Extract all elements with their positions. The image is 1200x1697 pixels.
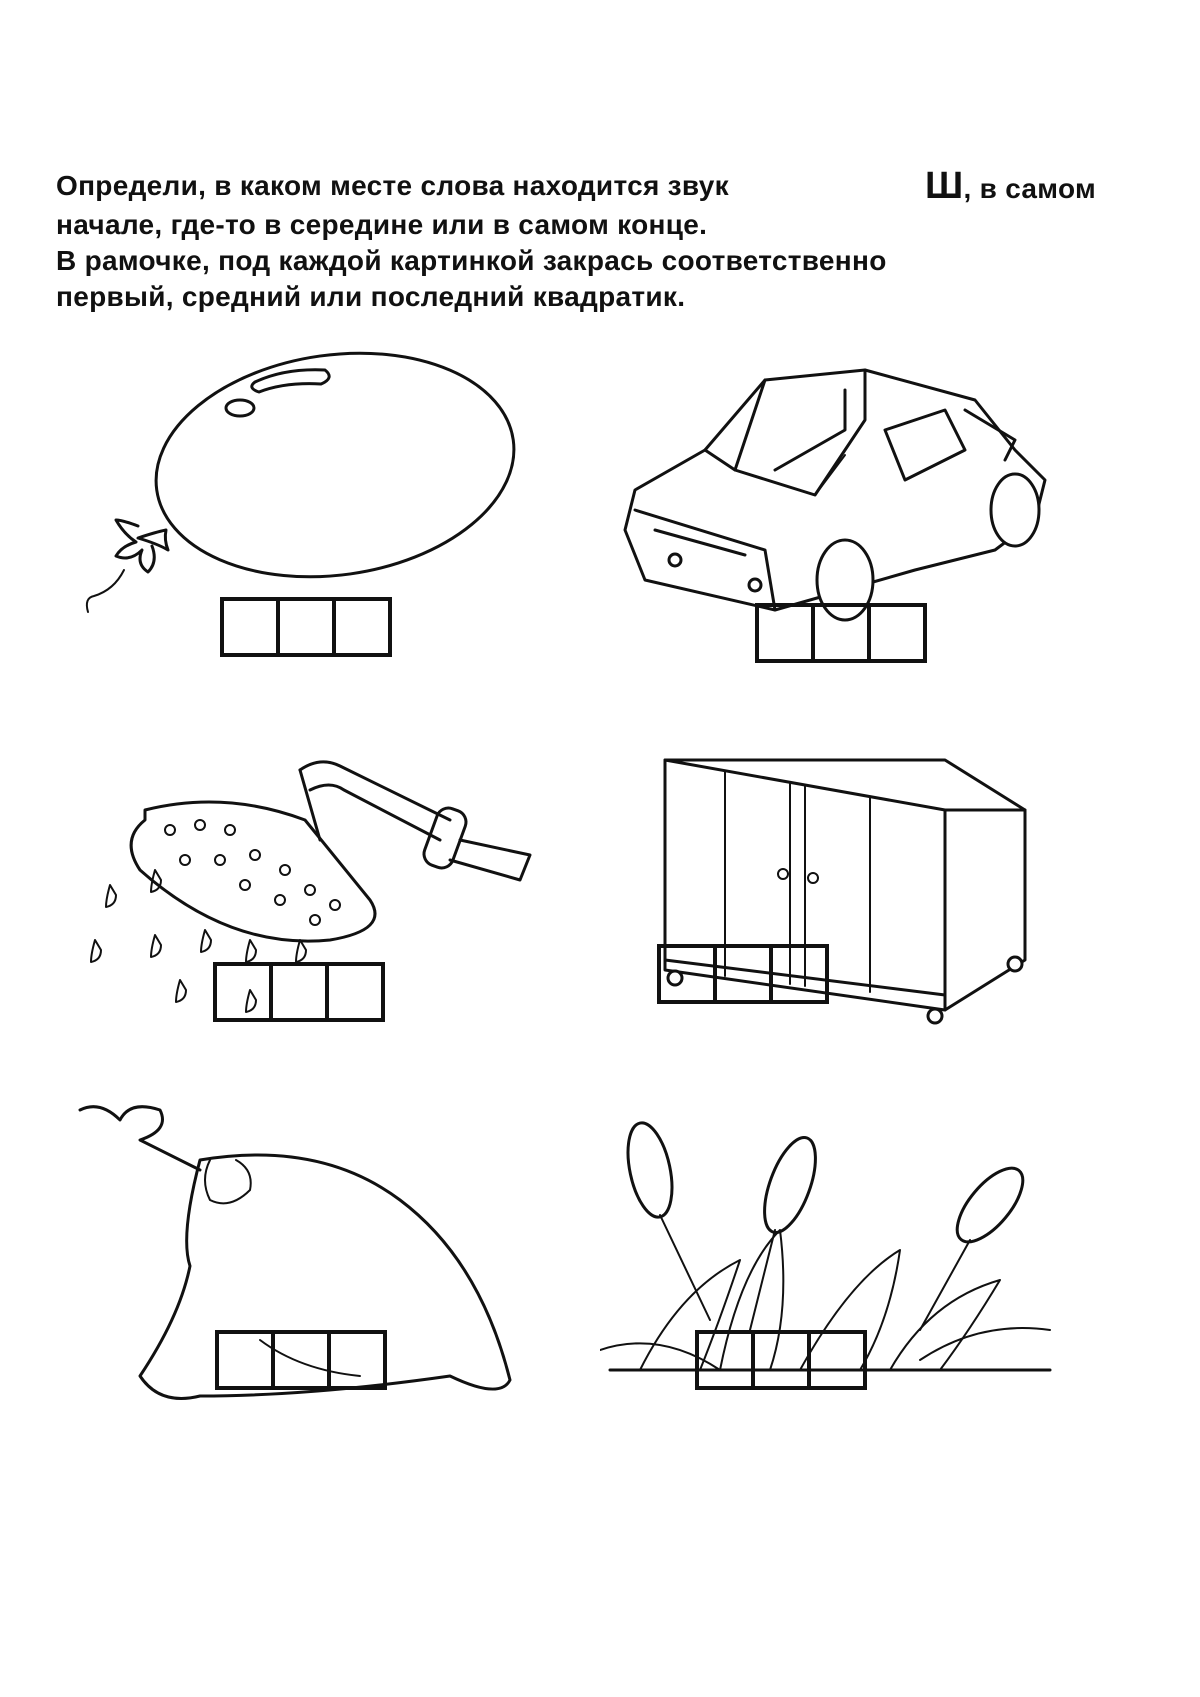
answer-box-last[interactable] <box>336 601 388 653</box>
answer-box-first[interactable] <box>699 1334 755 1386</box>
answer-box-middle[interactable] <box>717 948 773 1000</box>
answer-box-last[interactable] <box>329 966 381 1018</box>
target-letter: Ш <box>924 165 964 207</box>
answer-box-last[interactable] <box>773 948 825 1000</box>
instruction-text-start: Определи, в каком месте слова находится звук <box>56 170 729 201</box>
answer-box-first[interactable] <box>759 607 815 659</box>
instructions <box>56 165 1096 315</box>
answer-boxes-balloon <box>220 597 392 657</box>
answer-boxes-car <box>755 603 927 663</box>
instruction-line-4: первый, средний или последний квадратик. <box>56 281 686 312</box>
answer-box-last[interactable] <box>811 1334 863 1386</box>
instruction-line-3: В рамочке, под каждой картинкой закрась соответственно <box>56 245 887 276</box>
instruction-text-end: , в самом <box>963 173 1096 204</box>
answer-box-first[interactable] <box>224 601 280 653</box>
instruction-line-1 <box>56 165 1096 207</box>
answer-boxes-reeds <box>695 1330 867 1390</box>
answer-box-first[interactable] <box>661 948 717 1000</box>
car-icon <box>615 360 1065 630</box>
answer-box-last[interactable] <box>331 1334 383 1386</box>
answer-box-first[interactable] <box>219 1334 275 1386</box>
answer-box-last[interactable] <box>871 607 923 659</box>
answer-box-middle[interactable] <box>280 601 336 653</box>
answer-box-middle[interactable] <box>275 1334 331 1386</box>
answer-box-middle[interactable] <box>815 607 871 659</box>
answer-boxes-cabinet <box>657 944 829 1004</box>
answer-box-middle[interactable] <box>755 1334 811 1386</box>
answer-boxes-shower <box>213 962 385 1022</box>
answer-boxes-sack <box>215 1330 387 1390</box>
instruction-line-2: начале, где-то в середине или в самом конце. <box>56 209 708 240</box>
answer-box-first[interactable] <box>217 966 273 1018</box>
answer-box-middle[interactable] <box>273 966 329 1018</box>
